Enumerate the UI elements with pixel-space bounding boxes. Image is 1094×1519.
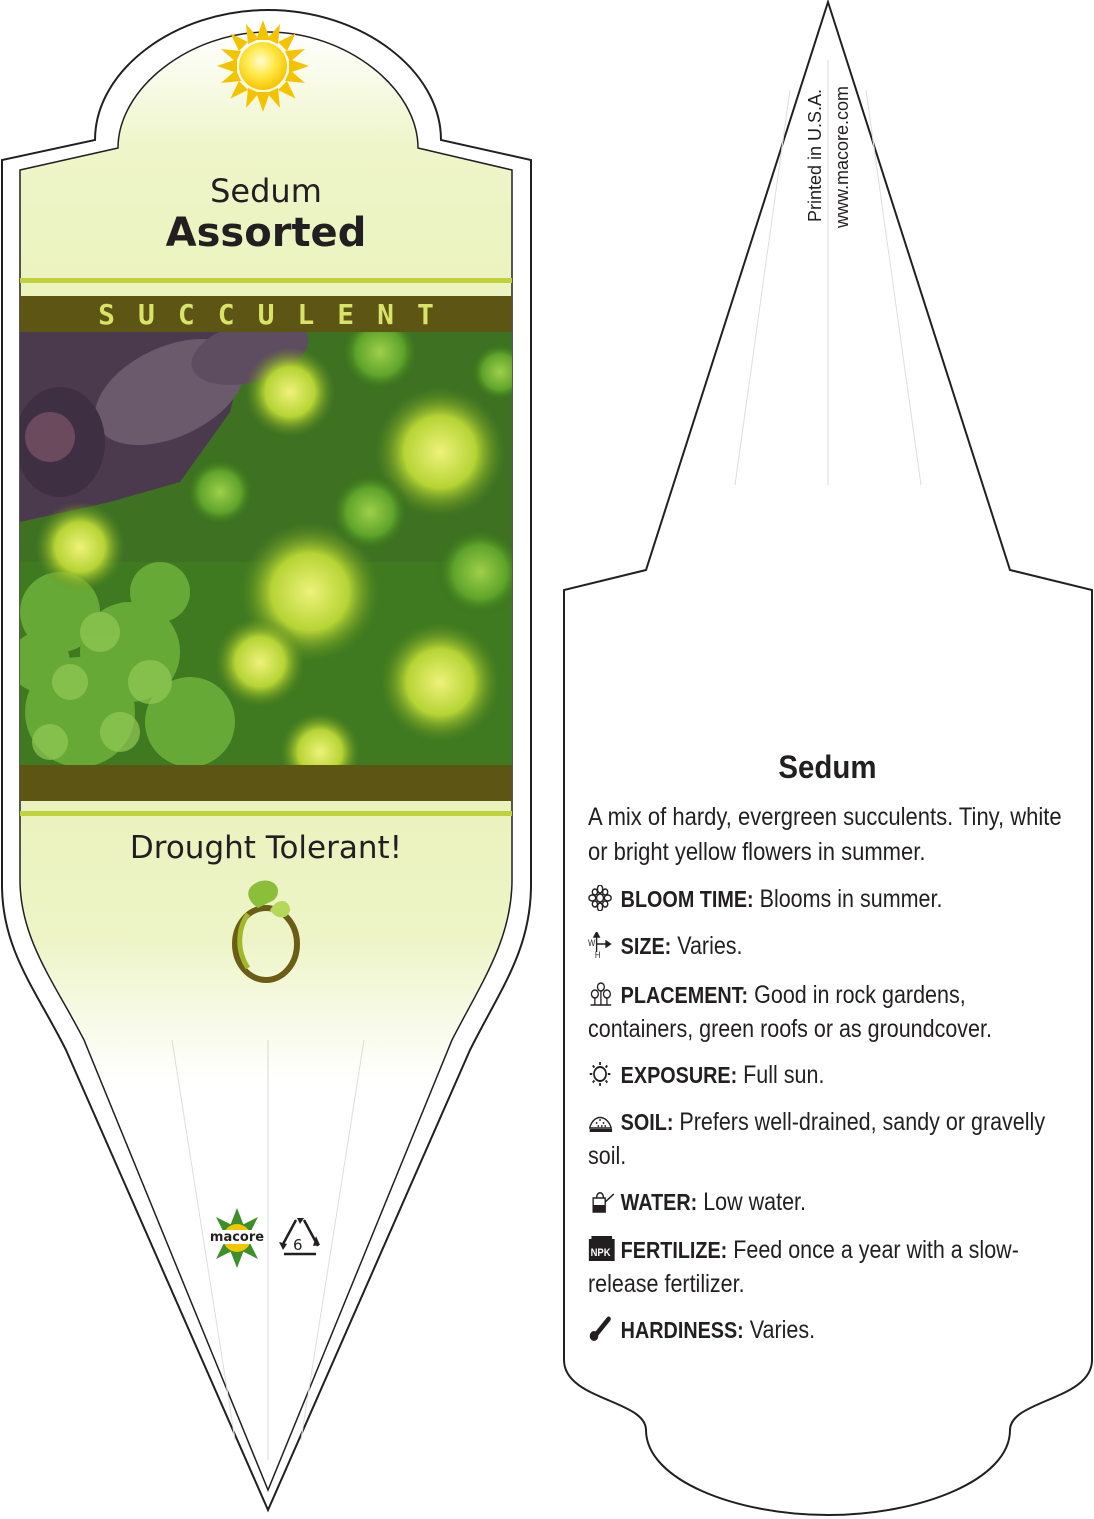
bloom-time-label: BLOOM TIME: <box>620 886 754 912</box>
fertilize-value: Feed once a year with a slow-release fertilizer. <box>588 1236 1019 1298</box>
hardiness-value: Varies. <box>749 1316 816 1344</box>
npk-fertilizer-icon <box>588 1236 617 1262</box>
website-text: www.macore.com <box>832 85 852 228</box>
sun-outline-icon <box>588 1061 617 1087</box>
soil-label: SOIL: <box>620 1109 674 1135</box>
water-value: Low water. <box>703 1188 806 1216</box>
info-size <box>588 929 1057 963</box>
size-arrows-icon <box>588 932 617 958</box>
sun-icon <box>217 20 309 112</box>
fertilize-label: FERTILIZE: <box>620 1237 728 1263</box>
flower-icon <box>588 885 617 911</box>
info-hardiness <box>588 1313 1057 1347</box>
recycle-number: 6 <box>293 1236 303 1254</box>
exposure-value: Full sun. <box>743 1061 825 1089</box>
watering-can-icon <box>588 1188 617 1214</box>
info-water <box>588 1185 1057 1219</box>
category-band <box>20 296 512 332</box>
placement-plants-icon <box>588 981 617 1007</box>
placement-label: PLACEMENT: <box>620 982 749 1008</box>
hardiness-label: HARDINESS: <box>620 1317 744 1343</box>
svg-text:H: H <box>594 949 601 958</box>
placement-value: Good in rock gardens, containers, green roofs or as groundcover. <box>588 981 992 1043</box>
exposure-label: EXPOSURE: <box>620 1062 738 1088</box>
tagline: Drought Tolerant! <box>129 830 403 866</box>
bloom-time-value: Blooms in summer. <box>759 885 943 913</box>
info-exposure <box>588 1058 1057 1092</box>
info-bloom-time <box>588 882 1057 916</box>
size-value: Varies. <box>677 932 743 960</box>
accent-line-bottom <box>20 811 512 816</box>
plant-photo <box>20 332 512 765</box>
soil-mound-icon <box>588 1108 617 1134</box>
soil-value: Prefers well-drained, sandy or gravelly soil. <box>588 1108 1046 1170</box>
plant-genus: Sedum <box>210 172 322 210</box>
svg-text:W: W <box>588 937 596 949</box>
size-label: SIZE: <box>620 933 672 959</box>
thermometer-icon <box>588 1316 617 1342</box>
info-soil <box>588 1105 1057 1173</box>
info-fertilize <box>588 1233 1057 1301</box>
macore-logo-text: macore <box>209 1230 265 1245</box>
accent-line-top <box>20 278 512 283</box>
water-label: WATER: <box>620 1189 698 1215</box>
info-placement <box>588 978 1057 1046</box>
npk-text: NPK <box>590 1247 611 1260</box>
category-label: SUCCULENT <box>98 297 457 331</box>
back-description: A mix of hardy, evergreen succulents. Tiny, white or bright yellow flowers in summer. <box>588 803 1062 866</box>
back-title: Sedum <box>778 749 877 785</box>
printed-in-text: Printed in U.S.A. <box>805 88 825 222</box>
plant-variety: Assorted <box>165 210 367 256</box>
photo-bottom-band <box>20 765 512 801</box>
